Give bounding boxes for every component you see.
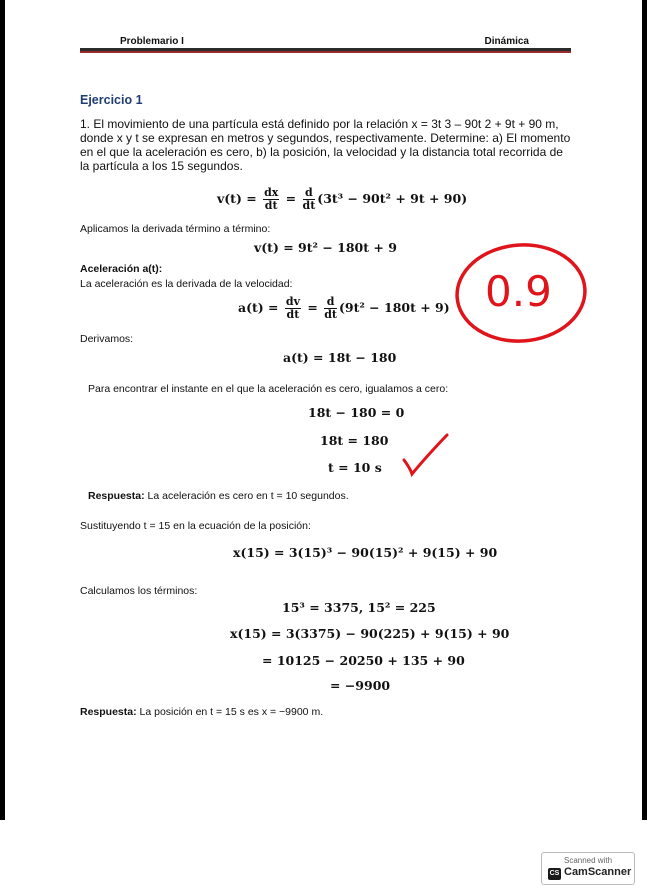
respuesta-1-text: La aceleración es cero en t = 10 segundos. <box>147 490 349 502</box>
grade-text: 0.9 <box>485 267 552 316</box>
eq3-mid: = <box>307 300 318 315</box>
respuesta-2-text: La posición en t = 15 s es x = −9900 m. <box>139 706 324 718</box>
equation-substitution: x(15) = 3(3375) − 90(225) + 9(15) + 90 <box>230 626 510 641</box>
equation-sum: = 10125 − 20250 + 135 + 90 <box>262 653 465 668</box>
header-left: Problemario I <box>120 36 184 47</box>
para-encontrar: Para encontrar el instante en el que la aceleración es cero, igualamos a cero: <box>88 383 449 395</box>
sustituyendo: Sustituyendo t = 15 en la ecuación de la posición: <box>80 520 311 532</box>
problem-statement: 1. El movimiento de una partícula está definido por la relación x = 3t 3 – 90t 2 + 9t + 90 m, donde x y t se expresan en metros y segundos, respectivamente. Determine: a) El momento en el que la aceleración es cero, b) la posición, la velocidad y la distancia total recorrida de la partícula a los 15 segundos. <box>80 117 571 173</box>
check-mark-icon <box>404 435 447 474</box>
exercise-title: Ejercicio 1 <box>80 93 143 107</box>
equation-result: = −9900 <box>330 678 391 693</box>
eq1-num1: dx <box>264 186 279 199</box>
respuesta-2-label: Respuesta: <box>80 706 137 718</box>
header-right: Dinámica <box>484 36 529 47</box>
eq1-den2: dt <box>302 199 316 212</box>
camscanner-watermark <box>541 852 635 885</box>
eq1-rhs: (3t³ − 90t² + 9t + 90) <box>317 191 468 206</box>
aceleracion-desc: La aceleración es la derivada de la velocidad: <box>80 278 293 290</box>
camscanner-logo-icon: CS <box>548 868 561 880</box>
equation-position-15: x(15) = 3(15)³ − 90(15)² + 9(15) + 90 <box>233 545 498 560</box>
camscanner-caption: Scanned with <box>563 856 613 865</box>
respuesta-1-label: Respuesta: <box>88 490 145 502</box>
eq1-mid: = <box>285 191 297 206</box>
derivamos: Derivamos: <box>80 333 134 345</box>
equation-powers: 15³ = 3375, 15² = 225 <box>282 600 436 615</box>
equation-step-1: 18t − 180 = 0 <box>308 405 405 420</box>
eq3-num2: d <box>324 296 337 309</box>
eq3-rhs: (9t² − 180t + 9) <box>338 300 450 315</box>
eq3-den1: dt <box>286 308 300 321</box>
eq1-num2: d <box>303 187 316 200</box>
equation-step-3: t = 10 s <box>328 460 382 475</box>
eq3-lhs: a(t) = <box>238 300 279 315</box>
aceleracion-heading: Aceleración a(t): <box>80 263 163 275</box>
equation-velocity: v(t) = 9t² − 180t + 9 <box>254 240 397 255</box>
equation-step-2: 18t = 180 <box>320 433 389 448</box>
calculamos: Calculamos los términos: <box>80 585 198 597</box>
eq1-den1: dt <box>264 199 278 212</box>
equation-acceleration: a(t) = 18t − 180 <box>283 350 397 365</box>
eq3-den2: dt <box>324 308 337 321</box>
line-derivada: Aplicamos la derivada término a término: <box>80 223 271 235</box>
camscanner-name: CamScanner <box>564 866 632 878</box>
eq1-lhs: v(t) = <box>217 191 257 206</box>
eq3-num1: dv <box>285 295 300 308</box>
